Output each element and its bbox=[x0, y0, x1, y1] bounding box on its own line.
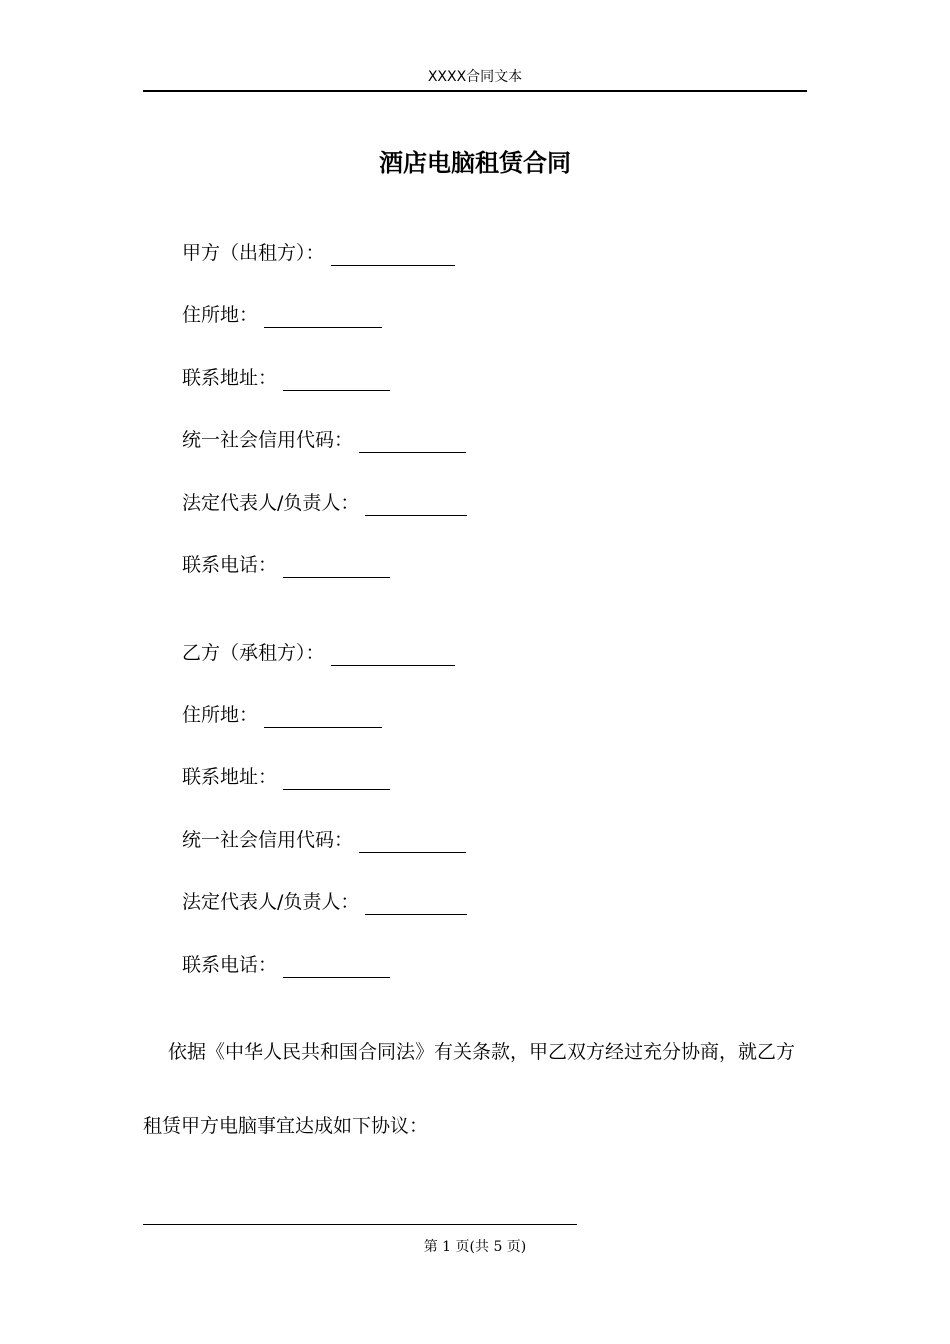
party-a-name-blank bbox=[331, 243, 455, 266]
party-b-contact-address-label: 联系地址： bbox=[182, 766, 278, 788]
intro-line-1: 依据《中华人民共和国合同法》有关条款，甲乙双方经过充分协商，就乙方 bbox=[168, 1041, 796, 1063]
party-b-name-label: 乙方（承租方）： bbox=[182, 642, 325, 664]
party-a-contact-address-label: 联系地址： bbox=[182, 367, 278, 389]
party-a-contact-address-field bbox=[182, 365, 390, 391]
header-text: XXXX合同文本 bbox=[427, 69, 523, 85]
party-b-phone-blank bbox=[283, 955, 390, 978]
party-b-contact-address-blank bbox=[283, 767, 390, 790]
party-a-phone-blank bbox=[283, 555, 390, 578]
party-b-representative-blank bbox=[365, 892, 467, 915]
intro-line-2: 租赁甲方电脑事宜达成如下协议： bbox=[143, 1115, 429, 1137]
party-b-credit-code-label: 统一社会信用代码： bbox=[182, 829, 354, 851]
party-b-contact-address-field bbox=[182, 764, 390, 790]
party-b-credit-code-field bbox=[182, 827, 466, 853]
party-b-name-field bbox=[182, 640, 455, 666]
party-a-name-field bbox=[182, 240, 455, 266]
document-title: 酒店电脑租赁合同 bbox=[379, 148, 571, 177]
party-b-address-label: 住所地： bbox=[182, 704, 259, 726]
party-a-phone-field bbox=[182, 552, 390, 578]
party-b-address-field bbox=[182, 702, 382, 728]
page-number: 第 1 页(共 5 页) bbox=[423, 1239, 527, 1255]
party-a-credit-code-field bbox=[182, 427, 466, 453]
party-a-credit-code-blank bbox=[359, 430, 466, 453]
footer-rule bbox=[143, 1224, 577, 1225]
party-b-phone-field bbox=[182, 952, 390, 978]
party-b-credit-code-blank bbox=[359, 830, 466, 853]
party-b-representative-field bbox=[182, 889, 467, 915]
party-a-address-label: 住所地： bbox=[182, 304, 259, 326]
party-a-representative-label: 法定代表人/负责人： bbox=[182, 492, 360, 514]
party-a-representative-blank bbox=[365, 493, 467, 516]
party-b-address-blank bbox=[264, 705, 382, 728]
party-b-representative-label: 法定代表人/负责人： bbox=[182, 891, 360, 913]
party-b-phone-label: 联系电话： bbox=[182, 954, 278, 976]
party-a-address-blank bbox=[264, 305, 382, 328]
party-a-address-field bbox=[182, 302, 382, 328]
party-a-credit-code-label: 统一社会信用代码： bbox=[182, 429, 354, 451]
party-a-representative-field bbox=[182, 490, 467, 516]
party-a-contact-address-blank bbox=[283, 368, 390, 391]
party-a-name-label: 甲方（出租方）： bbox=[182, 242, 325, 264]
party-a-phone-label: 联系电话： bbox=[182, 554, 278, 576]
page-header bbox=[143, 66, 807, 92]
party-b-name-blank bbox=[331, 643, 455, 666]
